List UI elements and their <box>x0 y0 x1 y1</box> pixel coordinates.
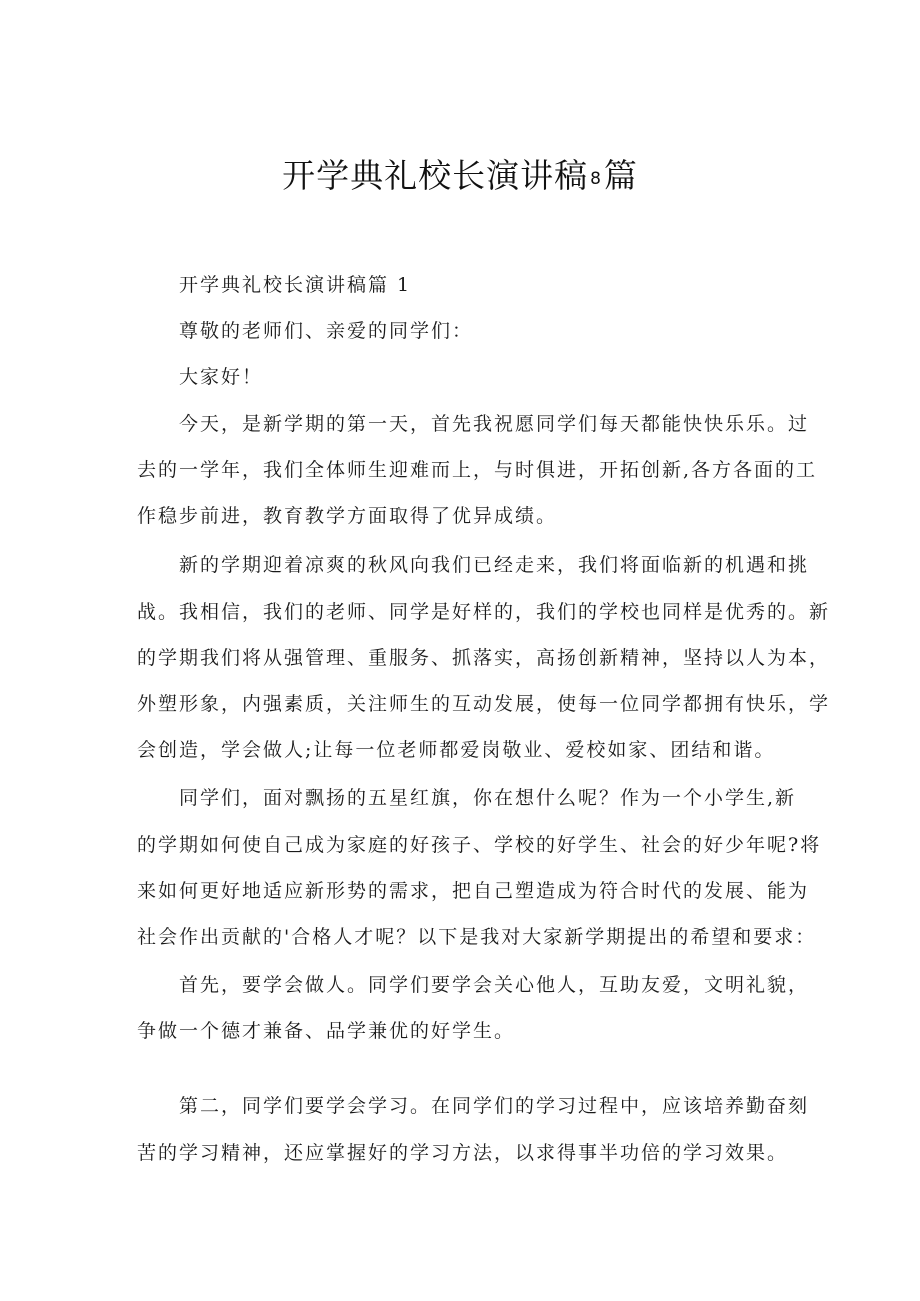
salutation: 尊敬的老师们、亲爱的同学们： <box>179 320 474 342</box>
paragraph-line: 去的一学年，我们全体师生迎难而上，与时俱进，开拓创新,各方各面的工 <box>137 459 818 481</box>
paragraph-line: 来如何更好地适应新形势的需求，把自己塑造成为符合时代的发展、能为 <box>137 880 810 902</box>
greeting: 大家好！ <box>179 366 264 388</box>
paragraph-line: 会创造，学会做人;让每一位老师都爱岗敬业、爱校如家、团结和谐。 <box>137 739 776 761</box>
paragraph-line: 社会作出贡献的'合格人才呢？以下是我对大家新学期提出的希望和要求： <box>137 926 817 948</box>
title-suffix: 篇 <box>603 156 638 195</box>
document-title <box>0 150 920 197</box>
title-main: 开学典礼校长演讲稿 <box>282 156 589 195</box>
paragraph-line: 今天，是新学期的第一天，首先我祝愿同学们每天都能快快乐乐。过 <box>179 413 810 435</box>
paragraph-line: 苦的学习精神，还应掌握好的学习方法，以求得事半功倍的学习效果。 <box>137 1142 789 1164</box>
paragraph-line: 战。我相信，我们的老师、同学是好样的，我们的学校也同样是优秀的。新 <box>137 601 831 623</box>
paragraph-line: 的学期我们将从强管理、重服务、抓落实，高扬创新精神，坚持以人为本， <box>137 647 831 669</box>
section-heading: 开学典礼校长演讲稿篇 1 <box>179 274 412 296</box>
paragraph-line: 作稳步前进，教育教学方面取得了优异成绩。 <box>137 505 558 527</box>
title-number: 8 <box>590 169 602 189</box>
paragraph-line: 同学们，面对飘扬的五星红旗，你在想什么呢？作为一个小学生,新 <box>179 787 797 809</box>
paragraph-line: 外塑形象，内强素质，关注师生的互动发展，使每一位同学都拥有快乐，学 <box>137 693 831 715</box>
paragraph-line: 首先，要学会做人。同学们要学会关心他人，互助友爱，文明礼貌， <box>179 974 810 996</box>
paragraph-line: 第二，同学们要学会学习。在同学们的学习过程中，应该培养勤奋刻 <box>179 1095 810 1117</box>
paragraph-line: 争做一个德才兼备、品学兼优的好学生。 <box>137 1020 516 1042</box>
paragraph-line: 新的学期迎着凉爽的秋风向我们已经走来，我们将面临新的机遇和挑 <box>179 554 810 576</box>
paragraph-line: 的学期如何使自己成为家庭的好孩子、学校的好学生、社会的好少年呢?将 <box>137 834 822 856</box>
